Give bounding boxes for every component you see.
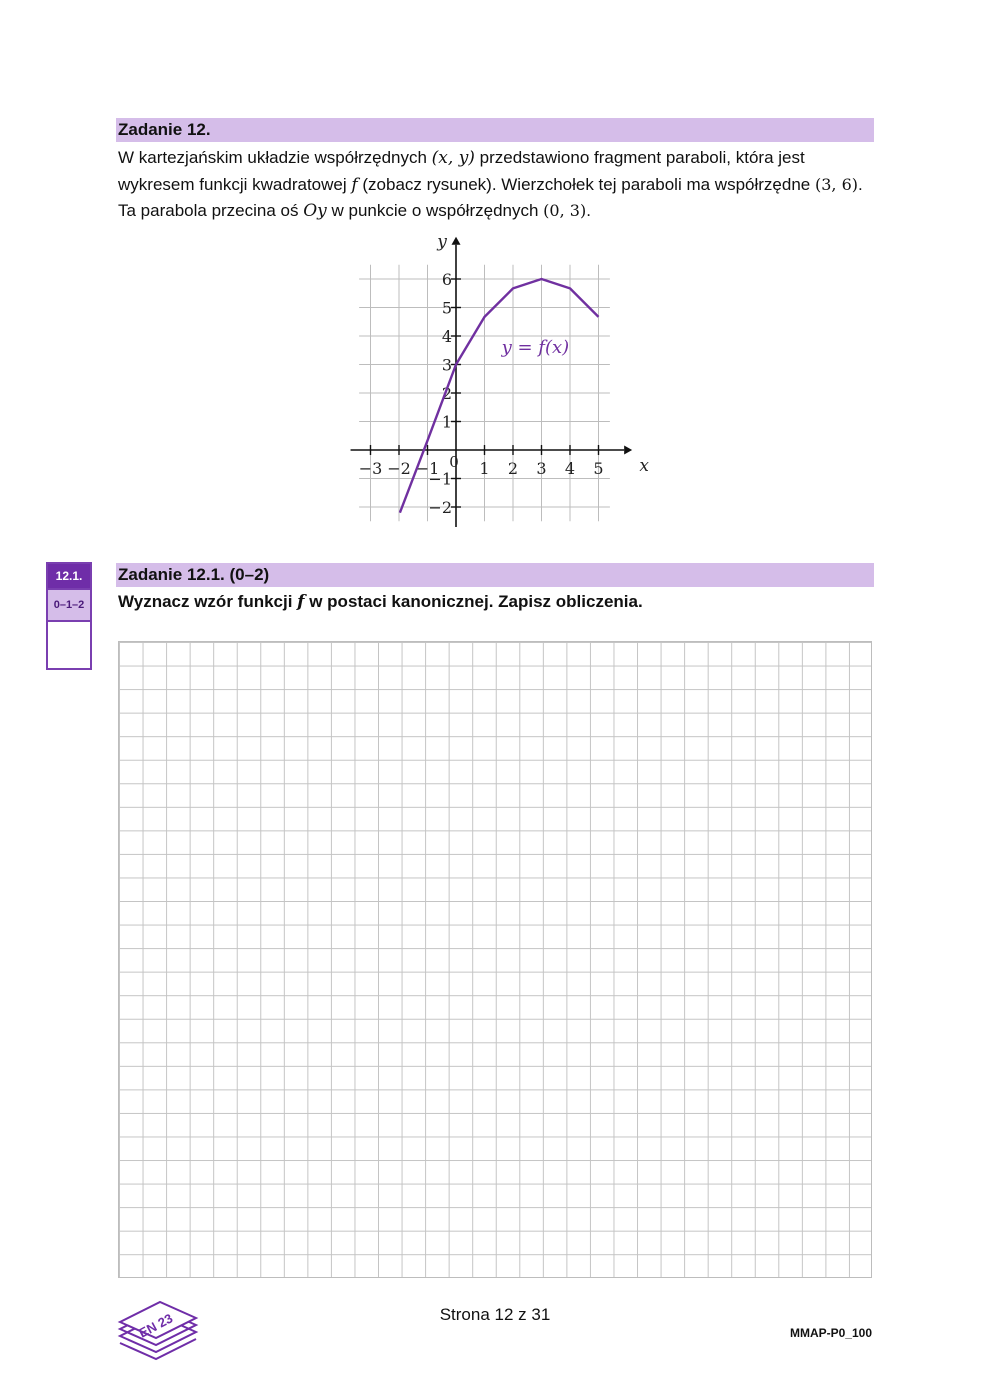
logo-text: EN 23	[136, 1310, 176, 1341]
answer-grid[interactable]	[118, 641, 872, 1278]
x-axis-arrow-icon	[624, 446, 632, 455]
score-box	[46, 562, 92, 670]
score-entry-field[interactable]	[48, 622, 90, 670]
subtask-instruction	[118, 592, 643, 612]
y-tick-label: −1	[428, 469, 452, 489]
x-tick-label: −1	[415, 459, 440, 478]
x-axis-label: x	[639, 456, 649, 476]
math-f: f	[351, 174, 358, 195]
instruction-text: w postaci kanonicznej. Zapisz obliczenia.	[304, 592, 643, 611]
x-tick-label: −2	[387, 459, 411, 478]
x-tick-label: 3	[536, 459, 547, 478]
math-xy: (x, y)	[431, 148, 475, 168]
task-text-part: W kartezjańskim układzie współrzędnych	[118, 148, 432, 167]
math-oy: Oy	[303, 201, 327, 221]
task-text-part: . Ta parabola przecina oś	[118, 174, 863, 220]
y-tick-label: 2	[441, 384, 452, 403]
y-tick-label: −2	[428, 498, 452, 517]
y-axis-arrow-icon	[452, 237, 461, 245]
score-label: 12.1.	[48, 564, 90, 588]
x-tick-label: 5	[593, 459, 604, 478]
parabola-chart	[340, 230, 649, 535]
page-number: Strona 12 z 31	[439, 1305, 551, 1324]
x-tick-label: −3	[358, 459, 383, 478]
curve-label: y = f(x)	[501, 337, 570, 359]
x-tick-label: 2	[507, 459, 519, 478]
task-text-part: .	[586, 201, 591, 220]
task-title: Zadanie 12.	[116, 118, 874, 142]
y-tick-label: 1	[441, 412, 452, 432]
y-tick-label: 6	[441, 270, 452, 289]
instruction-text: Wyznacz wzór funkcji	[118, 592, 298, 611]
subtask-title: Zadanie 12.1. (0–2)	[116, 563, 874, 587]
math-point: (0, 3)	[543, 201, 587, 220]
task-text-part: przedstawiono fragment paraboli, która jest wykresem funkcji kwadratowej	[118, 148, 805, 194]
y-tick-label: 5	[441, 298, 452, 318]
task-description	[118, 145, 878, 225]
score-points: 0–1–2	[48, 588, 90, 622]
exam-code: MMAP-P0_100	[789, 1326, 872, 1340]
task-text-part: (zobacz rysunek). Wierzchołek tej paraboli ma współrzędne	[357, 174, 815, 194]
y-tick-label: 4	[441, 327, 452, 346]
y-axis-label: y	[437, 231, 447, 252]
x-tick-label: 4	[564, 459, 576, 478]
math-f: f	[297, 592, 305, 612]
y-tick-label: 3	[441, 355, 452, 375]
task-text-part: w punkcie o współrzędnych	[326, 201, 544, 220]
origin-label: 0	[449, 453, 459, 471]
math-vertex: (3, 6)	[814, 174, 858, 194]
x-tick-label: 1	[479, 459, 490, 478]
